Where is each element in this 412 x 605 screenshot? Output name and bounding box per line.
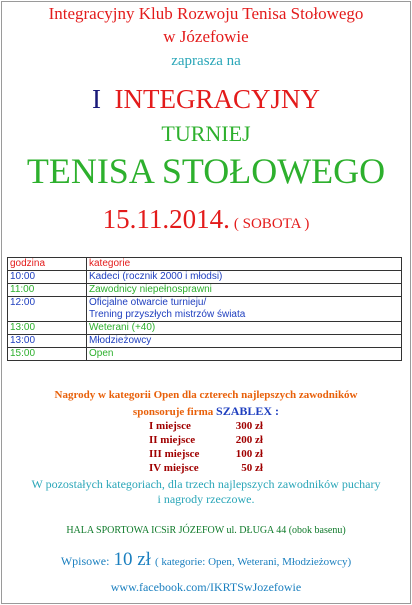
other-prizes-line2: i nagrody rzeczowe. [157,492,255,506]
edition-numeral: I [92,84,101,114]
prize-place-amount: 200 zł [235,434,263,446]
row-category: Weterani (+40) [87,322,402,335]
venue-address: HALA SPORTOWA ICSiR JÓZEFOW ul. DŁUGA 44 (obok basenu) [66,525,346,536]
fee-label: Wpisowe: [60,554,110,568]
row-category [87,297,402,322]
row-time: 15:00 [8,348,87,361]
row-time: 13:00 [8,335,87,348]
prize-place-amount: 300 zł [235,420,263,432]
prize-place-amount: 100 zł [235,448,263,460]
prize-place [0,420,412,432]
row-time: 12:00 [8,297,87,322]
table-row [8,297,402,322]
prize-place [0,462,412,474]
fee-note: ( kategorie: Open, Weterani, Młodzieżowcy) [154,556,352,568]
entry-fee [0,549,412,571]
prize-intro-line1: Nagrody w kategorii Open dla czterech najlepszych zawodników [54,389,358,401]
club-location: w Józefowie [163,27,249,46]
header-category: kategorie [87,258,402,271]
prize-intro-line2 [0,404,412,419]
facebook-link[interactable]: www.facebook.com/IKRTSwJozefowie [110,580,302,594]
row-category: Zawodnicy niepełnosprawni [87,284,402,297]
row-time: 13:00 [8,322,87,335]
date-value: 15.11.2014. [102,204,230,234]
prize-place [0,448,412,460]
row-category-line1: Oficjalne otwarcie turnieju/ [89,297,207,308]
row-category: Open [87,348,402,361]
prize-place-label: III miejsce [149,448,200,460]
club-name: Integracyjny Klub Rozwoju Tenisa Stołowego [48,4,364,23]
prize-place-amount: 50 zł [241,462,263,474]
prize-sponsor-text: sponsoruje firma [132,406,214,418]
schedule-table [7,257,402,361]
row-time: 11:00 [8,284,87,297]
fee-amount: 10 zł [113,549,151,570]
table-row [8,348,402,361]
other-prizes-line1: W pozostałych kategoriach, dla trzech najlepszych zawodników puchary [31,477,381,491]
date-day: ( SOBOTA ) [233,216,310,232]
title-word-integracyjny: INTEGRACYJNY [114,84,320,114]
invite-text: zaprasza na [171,53,241,69]
table-row [8,271,402,284]
title-tenisa-stolowego: TENISA STOŁOWEGO [26,151,386,191]
event-date [0,204,412,235]
sponsor-name: SZABLEX : [216,404,280,418]
prize-place-label: II miejsce [149,434,196,446]
row-category-line2: Trening przyszłych mistrzów świata [89,309,246,320]
prize-place [0,434,412,446]
row-category: Młodzieżowcy [87,335,402,348]
table-row [8,284,402,297]
prize-place-label: IV miejsce [149,462,199,474]
prize-place-label: I miejsce [149,420,191,432]
table-header-row [8,258,402,271]
row-category: Kadeci (rocznik 2000 i młodsi) [87,271,402,284]
table-row [8,335,402,348]
tournament-title-line1 [0,84,412,115]
title-word-turniej: TURNIEJ [161,121,251,146]
table-row [8,322,402,335]
row-time: 10:00 [8,271,87,284]
header-time: godzina [8,258,87,271]
